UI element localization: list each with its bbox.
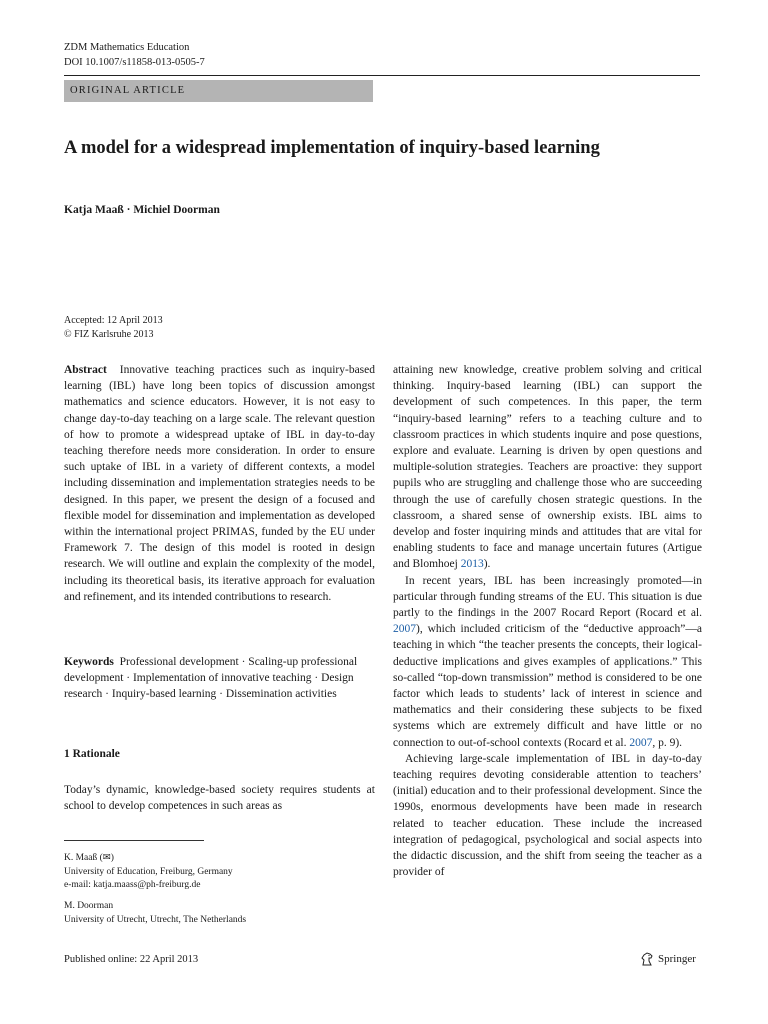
body-paragraph-1 (393, 362, 702, 573)
abstract-label: Abstract (64, 364, 107, 376)
article-title: A model for a widespread implementation of inquiry-based learning (64, 138, 600, 158)
author1-email[interactable]: e-mail: katja.maass@ph-freiburg.de (64, 880, 201, 890)
copyright: © FIZ Karlsruhe 2013 (64, 329, 154, 340)
abstract-text: Innovative teaching practices such as inquiry-based learning (IBL) have long been topics of discussion amongst mathematics and science educators. However, it is not easy to change day-to-day teaching on a large scale. The relevant question of how to promote a widespread uptake of IBL in day-to-day teaching therefore needs more consideration. In order to ensure such uptake of IBL in a variety of different contexts, a model including dissemination and implementation strategies needs to be designed. In this paper, we present the design of a focused and flexible model for dissemination and implementation as developed within the international project PRIMAS, funded by the EU under Framework 7. The design of this model is rooted in design research. We will outline and explain the complexity of the model, including its theoretical basis, its iterative approach for evaluation and refinement, and its intended contributions to research. (64, 364, 376, 603)
citation-link[interactable]: 2007 (629, 736, 653, 749)
p2-text-a: In recent years, IBL has been increasingly promoted—in particular through funding streams of the EU. This situation is due partly to the findings in the 2007 Rocard Report (Rocard et al. (393, 574, 702, 620)
p1-end: ). (483, 558, 491, 571)
published-online: Published online: 22 April 2013 (64, 954, 199, 965)
publisher-name: Springer (658, 953, 696, 965)
journal-doi[interactable]: DOI 10.1007/s11858-013-0505-7 (64, 57, 205, 68)
author1-name: K. Maaß (✉) (64, 853, 114, 863)
publisher-logo (640, 952, 696, 966)
authors: Katja Maaß · Michiel Doorman (64, 204, 220, 216)
body-paragraph-2 (393, 573, 702, 751)
body-paragraph-3: Achieving large-scale implementation of IBL in day-to-day teaching requires devoting considerable attention to teachers’ (initial) education and to their professional development. Since the 1990s, enormous developments have been made in research related to teacher education. These include the increased integration of pedagogical, psychological and social aspects into the didactic discussion, and the shift from seeing the teacher as a provider of (393, 752, 702, 879)
body-right-column (393, 362, 702, 881)
rationale-paragraph: Today’s dynamic, knowledge-based society requires students at school to develop competences in such areas as (64, 784, 375, 813)
keywords (64, 654, 375, 703)
rationale-text (64, 782, 375, 814)
section-heading-rationale: 1 Rationale (64, 748, 120, 760)
author2-footnote (64, 900, 246, 927)
p2-text-b: ), which included criticism of the “deductive approach”—a teaching in which “the teacher presents the concepts, their logical-deductive implications and gives examples of applications.” This so-called “top-down transmission” method is considered to be one factor which leads to students’ lack of interest in science and mathematics and their considering these subjects to be fixed systems which are extremely difficult and have little or no connection to out-of-school contexts (Rocard et al. (393, 623, 702, 749)
footnote-rule (64, 840, 204, 841)
keywords-label: Keywords (64, 656, 114, 668)
accepted-date: Accepted: 12 April 2013 (64, 315, 163, 326)
journal-header (64, 40, 205, 70)
header-rule (64, 75, 700, 76)
journal-name: ZDM Mathematics Education (64, 42, 190, 53)
author2-affiliation: University of Utrecht, Utrecht, The Netherlands (64, 914, 247, 925)
author1-footnote (64, 852, 233, 893)
article-dates (64, 314, 163, 342)
citation-link[interactable]: 2013 (460, 558, 484, 571)
springer-horse-icon (640, 952, 654, 966)
p1-text: attaining new knowledge, creative problem solving and critical thinking. Inquiry-based learning (IBL) can support the development of such competences. In this paper, the term “inquiry-based learning” refers to a teaching culture and to classroom practices in which students inquire and pose questions, explore and evaluate. Learning is driven by open questions and multiple-solution strategies. Teachers are proactive: they support pupils who are struggling and challenge those who are succeeding through the use of carefully chosen strategic questions. In the classroom, a shared sense of ownership exists. IBL aims to develop and foster inquiring minds and attitudes that are vital for enabling students to face and manage uncertain futures (Artigue and Blomhoej (393, 364, 702, 571)
article-type-banner: ORIGINAL ARTICLE (64, 80, 373, 102)
keywords-text: Professional development · Scaling-up professional development · Implementation of innovative teaching · Design research · Inquiry-based learning · Dissemination activities (64, 656, 358, 701)
author2-name: M. Doorman (64, 901, 114, 911)
abstract (64, 362, 375, 605)
p2-text-c: , p. 9). (652, 736, 683, 749)
author1-affiliation: University of Education, Freiburg, Germany (64, 866, 233, 877)
citation-link[interactable]: 2007 (393, 623, 416, 636)
